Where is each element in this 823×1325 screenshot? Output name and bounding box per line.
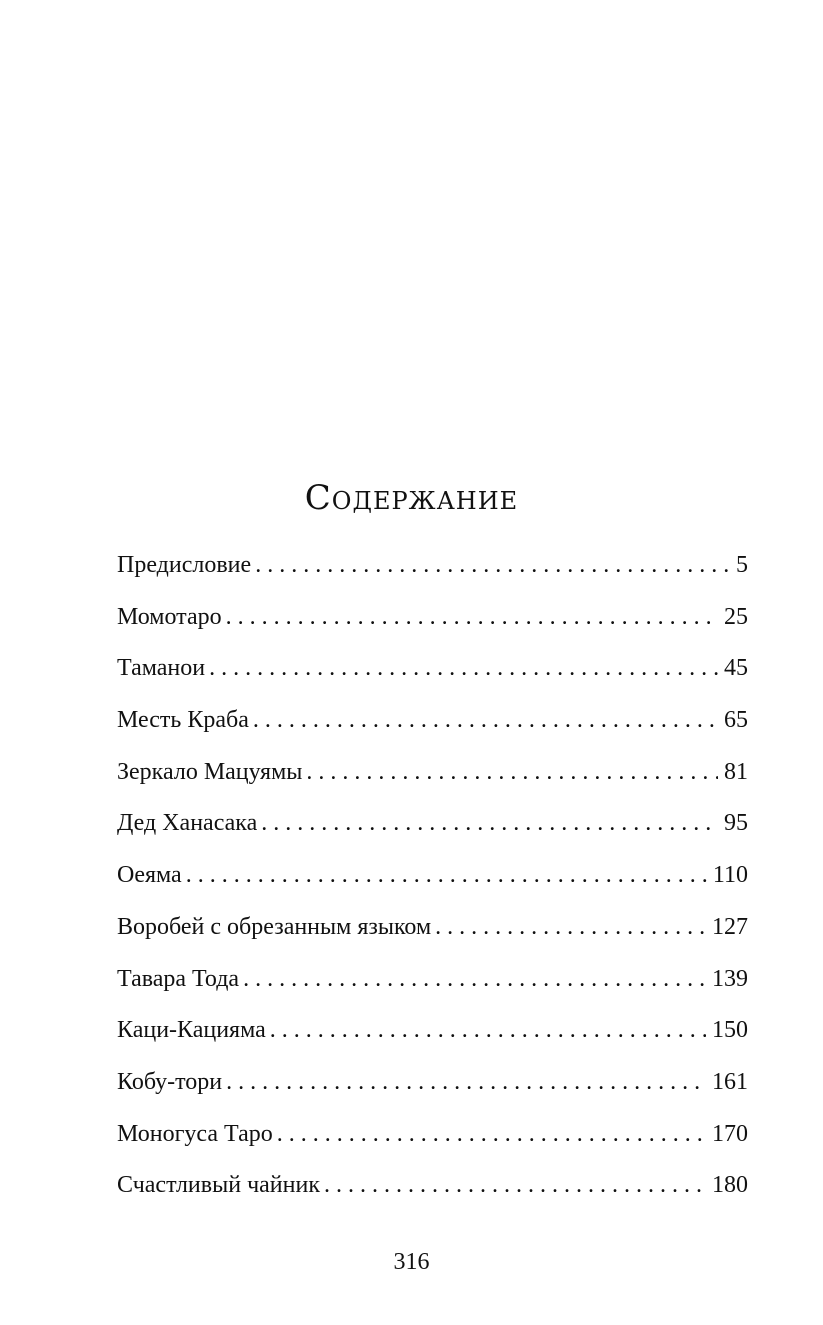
toc-entry-title: Таманои — [117, 655, 206, 682]
dot-leader — [209, 643, 718, 695]
toc-entry-page: 95 — [724, 810, 748, 837]
toc-entry-title: Кобу-тори — [117, 1068, 223, 1095]
toc-entry — [117, 1160, 748, 1212]
toc-entry-title: Каци-Кацияма — [117, 1017, 266, 1044]
toc-entry-title: Счастливый чайник — [117, 1172, 320, 1199]
toc-entry-title: Воробей с обрезанным языком — [117, 913, 432, 940]
toc-entry-title: Предисловие — [117, 552, 252, 578]
toc-entry — [117, 695, 748, 747]
toc-entry — [117, 798, 748, 850]
toc-entry-title: Моногуса Таро — [117, 1120, 273, 1147]
toc-entry-page: 81 — [724, 758, 748, 785]
dot-leader — [243, 954, 706, 1006]
toc-entry-title: Зеркало Мацуямы — [117, 758, 303, 785]
toc-entry-page: 180 — [712, 1172, 748, 1199]
toc-entry — [117, 643, 748, 695]
toc-entry — [117, 747, 748, 799]
toc-entry-page: 25 — [724, 603, 748, 630]
toc-entry — [117, 592, 748, 644]
toc-entry-page: 65 — [724, 707, 748, 734]
toc-entry-page: 161 — [712, 1068, 748, 1095]
dot-leader — [255, 540, 730, 592]
dot-leader — [186, 850, 707, 902]
toc-entry — [117, 1109, 748, 1161]
toc-entry-page: 170 — [712, 1120, 748, 1147]
dot-leader — [277, 1109, 706, 1161]
dot-leader — [435, 902, 706, 954]
dot-leader — [261, 798, 718, 850]
toc-entry — [117, 902, 748, 954]
toc-entry-page: 139 — [712, 965, 748, 992]
table-of-contents — [117, 540, 748, 1212]
toc-entry — [117, 1057, 748, 1109]
toc-entry-page: 110 — [712, 862, 748, 889]
dot-leader — [306, 747, 718, 799]
toc-entry-page: 150 — [712, 1017, 748, 1044]
toc-entry — [117, 540, 748, 592]
toc-entry-title: Дед Ханасака — [117, 810, 258, 837]
dot-leader — [226, 592, 718, 644]
toc-entry-page: 45 — [724, 655, 748, 682]
toc-entry — [117, 850, 748, 902]
page-title: Содержание — [304, 478, 519, 518]
toc-entry-title: Месть Краба — [117, 707, 249, 734]
dot-leader — [226, 1057, 706, 1109]
dot-leader — [270, 1005, 706, 1057]
toc-entry-title: Момотаро — [117, 603, 222, 630]
toc-entry-page: 5 — [736, 552, 748, 578]
toc-entry — [117, 954, 748, 1006]
toc-entry — [117, 1005, 748, 1057]
page-number: 316 — [393, 1249, 430, 1275]
dot-leader — [324, 1160, 706, 1212]
dot-leader — [253, 695, 718, 747]
toc-entry-title: Тавара Тода — [117, 965, 240, 992]
toc-entry-page: 127 — [712, 913, 748, 940]
toc-entry-title: Оеяма — [117, 862, 182, 889]
